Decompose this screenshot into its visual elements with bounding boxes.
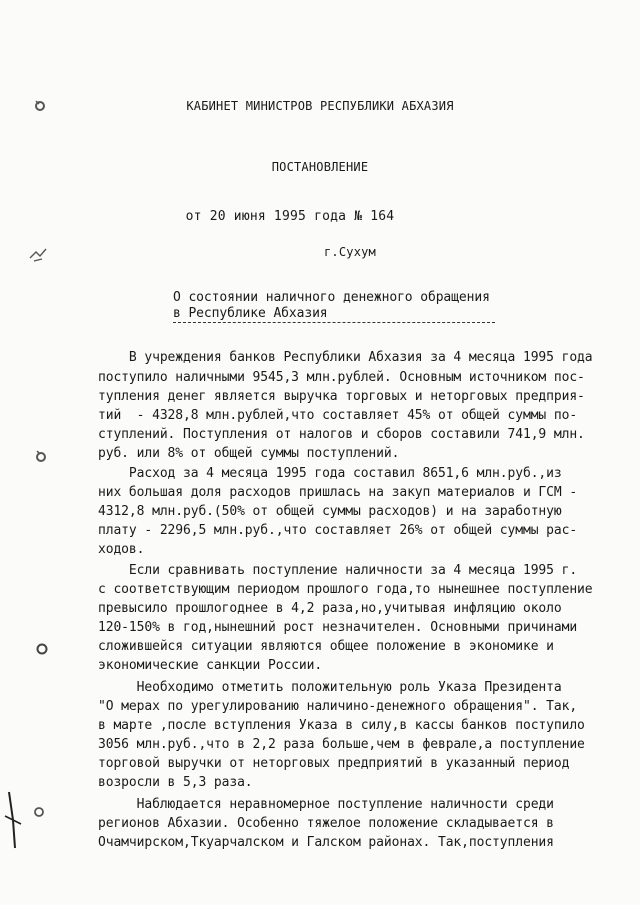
body-line: с соответствующим периодом прошлого года,то нынешнее поступление: [98, 582, 593, 597]
body-line: в марте ,после вступления Указа в силу,в кассы банков поступило: [98, 718, 585, 733]
date-and-number: от 20 июня 1995 года № 164: [185, 209, 395, 224]
body-line: "О мерах по урегулированию наличино-денежного обращения". Так,: [98, 699, 578, 714]
organization-title: КАБИНЕТ МИНИСТРОВ РЕСПУБЛИКИ АБХАЗИЯ: [186, 99, 454, 113]
body-line: ступлений. Поступления от налогов и сборов составили 741,9 млн.: [98, 427, 585, 442]
body-line: поступило наличными 9545,3 млн.рублей. Основным источником пос-: [98, 370, 585, 385]
margin-scan-mark: [3, 790, 47, 854]
city: г.Сухум: [324, 245, 376, 259]
margin-scan-mark: [34, 640, 50, 660]
document-type: ПОСТАНОВЛЕНИЕ: [271, 160, 369, 174]
body-line: Наблюдается неравномерное поступление наличности среди: [98, 797, 554, 812]
body-line: сложившейся ситуации являются общее положение в экономике и: [98, 639, 554, 654]
body-line: торговой выручки от неторговых предприятий в указанный период: [98, 756, 570, 771]
subject-underline: [173, 322, 495, 323]
body-line: Очамчирском,Ткуарчалском и Галском районах. Так,поступления: [98, 835, 554, 850]
body-line: 120-150% в год,нынешний рост незначителен. Основными причинами: [98, 620, 578, 635]
body-line: тупления денег является выручка торговых и неторговых предприя-: [98, 389, 585, 404]
subject-line-1: О состоянии наличного денежного обращения: [173, 290, 490, 305]
margin-scan-mark: [33, 448, 49, 468]
body-line: Необходимо отметить положительную роль Указа Президента: [98, 680, 562, 695]
body-line: 4312,8 млн.руб.(50% от общей суммы расходов) и на заработную: [98, 504, 562, 519]
body-line: В учреждения банков Республики Абхазия за 4 месяца 1995 года: [98, 350, 593, 365]
body-line: возросли в 5,3 раза.: [98, 775, 253, 790]
body-line: них большая доля расходов пришлась на закуп материалов и ГСМ -: [98, 485, 578, 500]
body-line: 3056 млн.руб.,что в 2,2 раза больше,чем в феврале,а поступление: [98, 737, 585, 752]
body-line: превысило прошлогоднее в 4,2 раза,но,учитывая инфляцию около: [98, 601, 562, 616]
body-line: экономические санкции России.: [98, 658, 323, 673]
body-line: плату - 2296,5 млн.руб.,что составляет 26% от общей суммы рас-: [98, 523, 578, 538]
body-line: руб. или 8% от общей суммы поступлений.: [98, 446, 400, 461]
body-line: регионов Абхазии. Особенно тяжелое положение складывается в: [98, 816, 554, 831]
body-line: Расход за 4 месяца 1995 года составил 8651,6 млн.руб.,из: [98, 466, 562, 481]
subject-line-2: в Республике Абхазия: [173, 306, 328, 321]
body-line: тий - 4328,8 млн.рублей,что составляет 45% от общей суммы по-: [98, 408, 578, 423]
body-line: ходов.: [98, 542, 145, 557]
body-line: Если сравнивать поступление наличности за 4 месяца 1995 г.: [98, 563, 578, 578]
